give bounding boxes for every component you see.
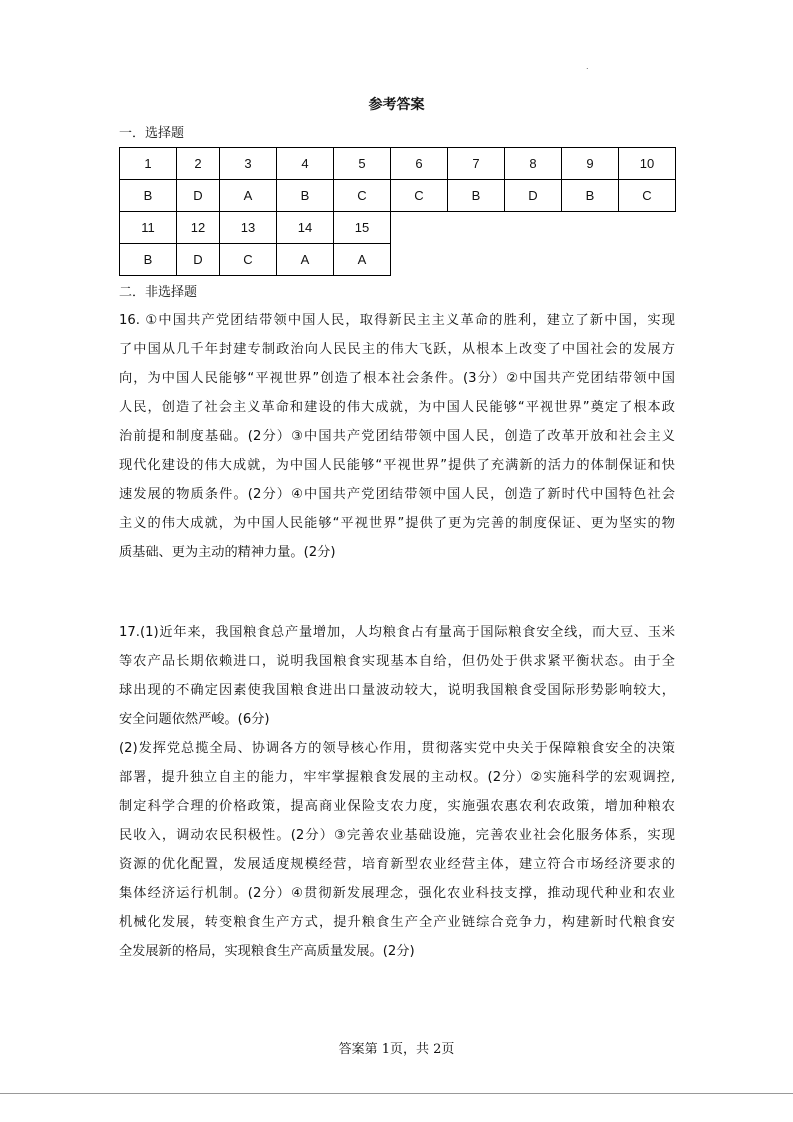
table-cell: C bbox=[619, 180, 676, 212]
table-cell: 11 bbox=[120, 212, 177, 244]
table-cell: A bbox=[277, 244, 334, 276]
table-cell: D bbox=[177, 180, 220, 212]
text-line: 治前提和制度基础。(2分）③中国共产党团结带领中国人民，创造了改革开放和社会主义 bbox=[119, 429, 675, 444]
table-cell: B bbox=[120, 180, 177, 212]
table-cell: 10 bbox=[619, 148, 676, 180]
text-line: 机械化发展，转变粮食生产方式，提升粮食生产全产业链综合竞争力，构建新时代粮食安 bbox=[119, 915, 675, 930]
table-cell: 13 bbox=[220, 212, 277, 244]
table-cell: 5 bbox=[334, 148, 391, 180]
text-line: 速发展的物质条件。(2分）④中国共产党团结带领中国人民，创造了新时代中国特色社会 bbox=[119, 487, 675, 502]
table-cell: D bbox=[505, 180, 562, 212]
decorative-dot: . bbox=[586, 62, 589, 71]
text-line: 向，为中国人民能够“平视世界”创造了根本社会条件。(3分）②中国共产党团结带领中国 bbox=[119, 371, 675, 386]
table-cell: 8 bbox=[505, 148, 562, 180]
table-cell: C bbox=[391, 180, 448, 212]
answer-17-part2 bbox=[119, 734, 675, 966]
text-line: 主义的伟大成就，为中国人民能够“平视世界”提供了更为完善的制度保证、更为坚实的物 bbox=[119, 516, 675, 531]
text-line: 17.(1)近年来，我国粮食总产量增加，人均粮食占有量高于国际粮食安全线，而大豆、玉米 bbox=[119, 625, 675, 640]
table-cell: B bbox=[120, 244, 177, 276]
text-line: 资源的优化配置，发展适度规模经营，培育新型农业经营主体，建立符合市场经济要求的 bbox=[119, 857, 675, 872]
table-cell: 15 bbox=[334, 212, 391, 244]
page-footer: 答案第 1页，共 2页 bbox=[338, 1042, 455, 1057]
table-cell: 6 bbox=[391, 148, 448, 180]
table-cell: 2 bbox=[177, 148, 220, 180]
text-line: (2)发挥党总揽全局、协调各方的领导核心作用，贯彻落实党中央关于保障粮食安全的决策 bbox=[119, 741, 675, 756]
answer-table-row1 bbox=[119, 147, 676, 212]
text-line: 集体经济运行机制。(2分）④贯彻新发展理念，强化农业科技支撑，推动现代种业和农业 bbox=[119, 886, 675, 901]
table-cell: 4 bbox=[277, 148, 334, 180]
section-essay-heading: 二．非选择题 bbox=[119, 285, 198, 300]
table-cell: A bbox=[334, 244, 391, 276]
table-cell: B bbox=[277, 180, 334, 212]
table-cell: 9 bbox=[562, 148, 619, 180]
table-row-numbers bbox=[120, 212, 391, 244]
text-line: 现代化建设的伟大成就，为中国人民能够“平视世界”提供了充满新的活力的体制保证和快 bbox=[119, 458, 675, 473]
table-cell: B bbox=[448, 180, 505, 212]
table-cell: 14 bbox=[277, 212, 334, 244]
text-line: 球出现的不确定因素使我国粮食进出口量波动较大，说明我国粮食受国际形势影响较大， bbox=[119, 683, 675, 698]
page-title: 参考答案 bbox=[368, 97, 425, 113]
table-cell: 7 bbox=[448, 148, 505, 180]
page-divider bbox=[0, 1093, 793, 1094]
table-cell: C bbox=[334, 180, 391, 212]
table-cell: 3 bbox=[220, 148, 277, 180]
text-line: 了中国从几千年封建专制政治向人民民主的伟大飞跃，从根本上改变了中国社会的发展方 bbox=[119, 342, 675, 357]
section-choice-heading: 一．选择题 bbox=[119, 126, 185, 141]
table-cell: A bbox=[220, 180, 277, 212]
text-line: 部署，提升独立自主的能力，牢牢掌握粮食发展的主动权。(2分）②实施科学的宏观调控, bbox=[119, 770, 675, 785]
answer-17-part1 bbox=[119, 618, 675, 734]
text-line: 质基础、更为主动的精神力量。(2分) bbox=[119, 545, 336, 560]
table-cell: C bbox=[220, 244, 277, 276]
table-row-answers bbox=[120, 244, 391, 276]
text-line: 人民，创造了社会主义革命和建设的伟大成就，为中国人民能够“平视世界”奠定了根本政 bbox=[119, 400, 675, 415]
table-cell: 1 bbox=[120, 148, 177, 180]
table-cell: D bbox=[177, 244, 220, 276]
text-line: 全发展新的格局，实现粮食生产高质量发展。(2分) bbox=[119, 944, 415, 959]
table-row-answers bbox=[120, 180, 676, 212]
text-line: 16. ①中国共产党团结带领中国人民，取得新民主主义革命的胜利，建立了新中国，实现 bbox=[119, 313, 675, 328]
table-row-numbers bbox=[120, 148, 676, 180]
answer-16 bbox=[119, 306, 675, 567]
table-cell: 12 bbox=[177, 212, 220, 244]
text-line: 制定科学合理的价格政策，提高商业保险支农力度，实施强农惠农利农政策，增加种粮农 bbox=[119, 799, 675, 814]
text-line: 等农产品长期依赖进口，说明我国粮食实现基本自给，但仍处于供求紧平衡状态。由于全 bbox=[119, 654, 675, 669]
answer-table-row2 bbox=[119, 211, 391, 276]
text-line: 民收入，调动农民积极性。(2分）③完善农业基础设施，完善农业社会化服务体系，实现 bbox=[119, 828, 675, 843]
table-cell: B bbox=[562, 180, 619, 212]
text-line: 安全问题依然严峻。(6分) bbox=[119, 712, 270, 727]
